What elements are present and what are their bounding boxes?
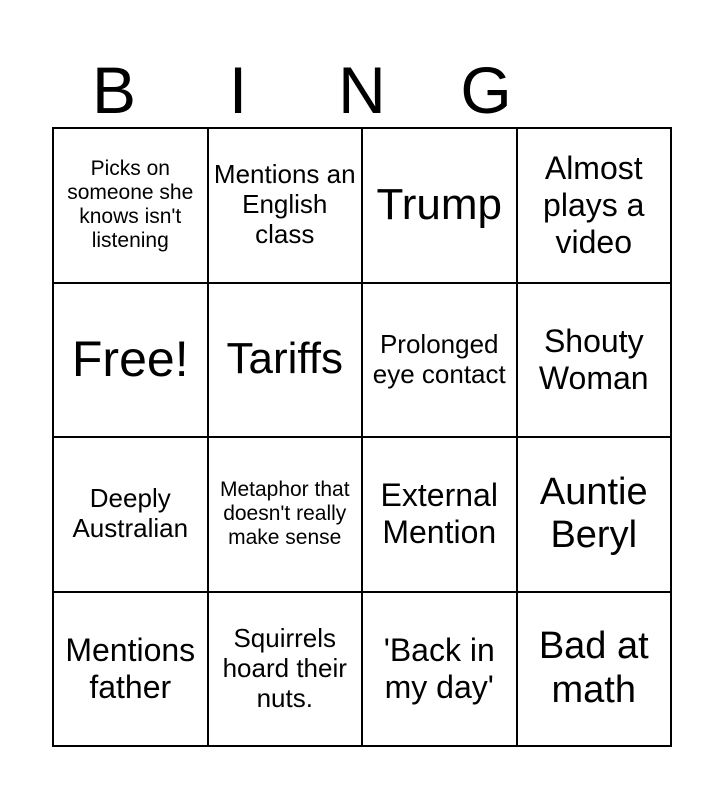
bingo-cell-text: Prolonged eye contact <box>372 328 506 389</box>
bingo-cell-text: Tariffs <box>226 334 344 384</box>
bingo-cell[interactable] <box>54 129 209 284</box>
bingo-cell[interactable] <box>363 593 518 748</box>
bingo-cell-free[interactable] <box>54 284 209 439</box>
bingo-cell[interactable] <box>518 129 673 284</box>
bingo-cell[interactable] <box>209 438 364 593</box>
bingo-cell-text: External Mention <box>380 477 498 551</box>
bingo-cell[interactable] <box>518 438 673 593</box>
bingo-cell-text: Mentions father <box>65 631 196 705</box>
bingo-cell[interactable] <box>363 438 518 593</box>
bingo-cell[interactable] <box>54 438 209 593</box>
bingo-cell-text: Bad at math <box>538 625 649 711</box>
bingo-cell-text: 'Back in my day' <box>383 631 495 705</box>
bingo-cell[interactable] <box>209 129 364 284</box>
bingo-cell-text: Free! <box>71 331 189 387</box>
bingo-card-grid <box>52 127 672 747</box>
bingo-cell-text: Mentions an English class <box>213 159 356 250</box>
bingo-cell[interactable] <box>209 593 364 748</box>
bingo-cell[interactable] <box>363 129 518 284</box>
bingo-cell-text: Picks on someone she knows isn't listening <box>67 156 194 253</box>
bingo-cell-text: Deeply Australian <box>72 483 189 544</box>
bingo-cell[interactable] <box>363 284 518 439</box>
bingo-cell-text: Auntie Beryl <box>539 470 648 557</box>
bingo-cell-text: Squirrels hoard their nuts. <box>222 622 347 713</box>
bingo-cell[interactable] <box>54 593 209 748</box>
header-letter-g: G <box>460 53 512 127</box>
bingo-cell-text: Metaphor that doesn't really make sense <box>219 478 350 550</box>
header-letter-i: I <box>228 53 248 127</box>
bingo-cell[interactable] <box>518 284 673 439</box>
header-letter-b: B <box>91 53 137 127</box>
bingo-cell-text: Almost plays a video <box>543 150 645 260</box>
bingo-cell-text: Trump <box>376 179 502 229</box>
bingo-cell-text: Shouty Woman <box>538 322 649 396</box>
bingo-cell[interactable] <box>518 593 673 748</box>
bingo-header <box>52 52 672 128</box>
bingo-cell[interactable] <box>209 284 364 439</box>
header-letter-n: N <box>338 53 386 127</box>
